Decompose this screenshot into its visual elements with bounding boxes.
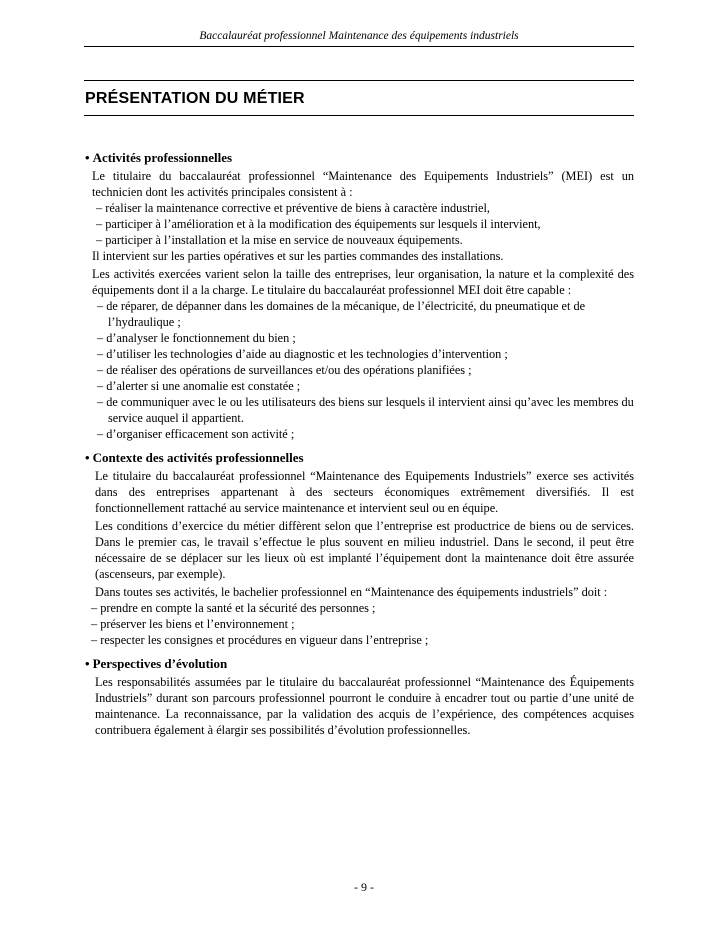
header-rule bbox=[84, 46, 634, 47]
paragraph: Les responsabilités assumées par le titulaire du baccalauréat professionnel “Maintenance des Équipements Industriels” durant son parcours professionnel pourront le conduire à encadrer tout ou partie d’une unité de maintenance. La reconnaissance, par la validation des acquis de l’expérience, des compétences acquises contribuera également à élargir ses possibilités d’évolution professionnelles. bbox=[95, 675, 634, 737]
list-item: – d’organiser efficacement son activité ; bbox=[97, 427, 295, 441]
list-item: – préserver les biens et l’environnement ; bbox=[91, 617, 295, 631]
activity-list bbox=[85, 200, 634, 248]
paragraph: Les conditions d’exercice du métier diffèrent selon que l’entreprise est productrice de biens ou de services. Dans le premier cas, le travail s’effectue le plus souvent en milieu industriel. Dans le second, il peut être nécessaire de se déplacer sur les lieux où est implanté l’équipement dont la maintenance doit être assurée (ascenseurs, par exemple). bbox=[95, 519, 634, 581]
title-bottom-rule bbox=[84, 115, 634, 116]
list-item: – participer à l’installation et la mise en service de nouveaux équipements. bbox=[96, 233, 463, 247]
section-heading-text: Perspectives d’évolution bbox=[92, 656, 228, 671]
section-heading-text: Contexte des activités professionnelles bbox=[92, 450, 304, 465]
document-body bbox=[85, 150, 634, 738]
list-item: – prendre en compte la santé et la sécurité des personnes ; bbox=[91, 601, 376, 615]
capability-list bbox=[85, 298, 634, 442]
list-item: – de réaliser des opérations de surveillances et/ou des opérations planifiées ; bbox=[97, 363, 472, 377]
obligations-list bbox=[85, 600, 634, 648]
list-item: – d’alerter si une anomalie est constatée ; bbox=[97, 379, 301, 393]
list-item: – de communiquer avec le ou les utilisateurs des biens sur lesquels il intervient ainsi qu’avec les membres du service auquel il appartient. bbox=[97, 395, 634, 425]
section-heading bbox=[85, 150, 634, 166]
section-contexte bbox=[85, 450, 634, 648]
section-activites bbox=[85, 150, 634, 442]
paragraph: Le titulaire du baccalauréat professionnel “Maintenance des Equipements Industriels” exerce ses activités dans des entreprises appartenant à des secteurs économiques extrêmement diversifiés. Il est fonctionnellement rattaché au service maintenance et intervient seul ou en équipe. bbox=[95, 469, 634, 515]
list-item: – participer à l’amélioration et à la modification des équipements sur lesquels il intervient, bbox=[96, 217, 541, 231]
title-top-rule bbox=[84, 80, 634, 81]
section-perspectives bbox=[85, 656, 634, 738]
paragraph: Les activités exercées varient selon la taille des entreprises, leur organisation, la nature et la complexité des équipements dont il a la charge. Le titulaire du baccalauréat professionnel MEI doit être capable : bbox=[92, 267, 634, 297]
list-item: – respecter les consignes et procédures en vigueur dans l’entreprise ; bbox=[91, 633, 429, 647]
bullet-icon: • bbox=[85, 656, 90, 671]
bullet-icon: • bbox=[85, 150, 90, 165]
section-heading-text: Activités professionnelles bbox=[92, 150, 233, 165]
section-heading bbox=[85, 656, 634, 672]
running-header: Baccalauréat professionnel Maintenance des équipements industriels bbox=[199, 30, 519, 42]
paragraph: Le titulaire du baccalauréat professionnel “Maintenance des Equipements Industriels” (MEI) est un technicien dont les activités principales consistent à : bbox=[92, 169, 634, 199]
list-item: – d’analyser le fonctionnement du bien ; bbox=[97, 331, 296, 345]
paragraph: Il intervient sur les parties opératives et sur les parties commandes des installations. bbox=[92, 249, 504, 263]
list-item: – de réparer, de dépanner dans les domaines de la mécanique, de l’électricité, du pneumatique et de l’hydraulique ; bbox=[97, 299, 586, 329]
page-title: PRÉSENTATION DU MÉTIER bbox=[85, 90, 305, 107]
list-item: – réaliser la maintenance corrective et préventive de biens à caractère industriel, bbox=[96, 201, 490, 215]
page-number: - 9 - bbox=[354, 880, 374, 894]
list-item: – d’utiliser les technologies d’aide au diagnostic et les technologies d’intervention ; bbox=[97, 347, 508, 361]
paragraph: Dans toutes ses activités, le bachelier professionnel en “Maintenance des équipements industriels” doit : bbox=[95, 585, 608, 599]
section-heading bbox=[85, 450, 634, 466]
bullet-icon: • bbox=[85, 450, 90, 465]
